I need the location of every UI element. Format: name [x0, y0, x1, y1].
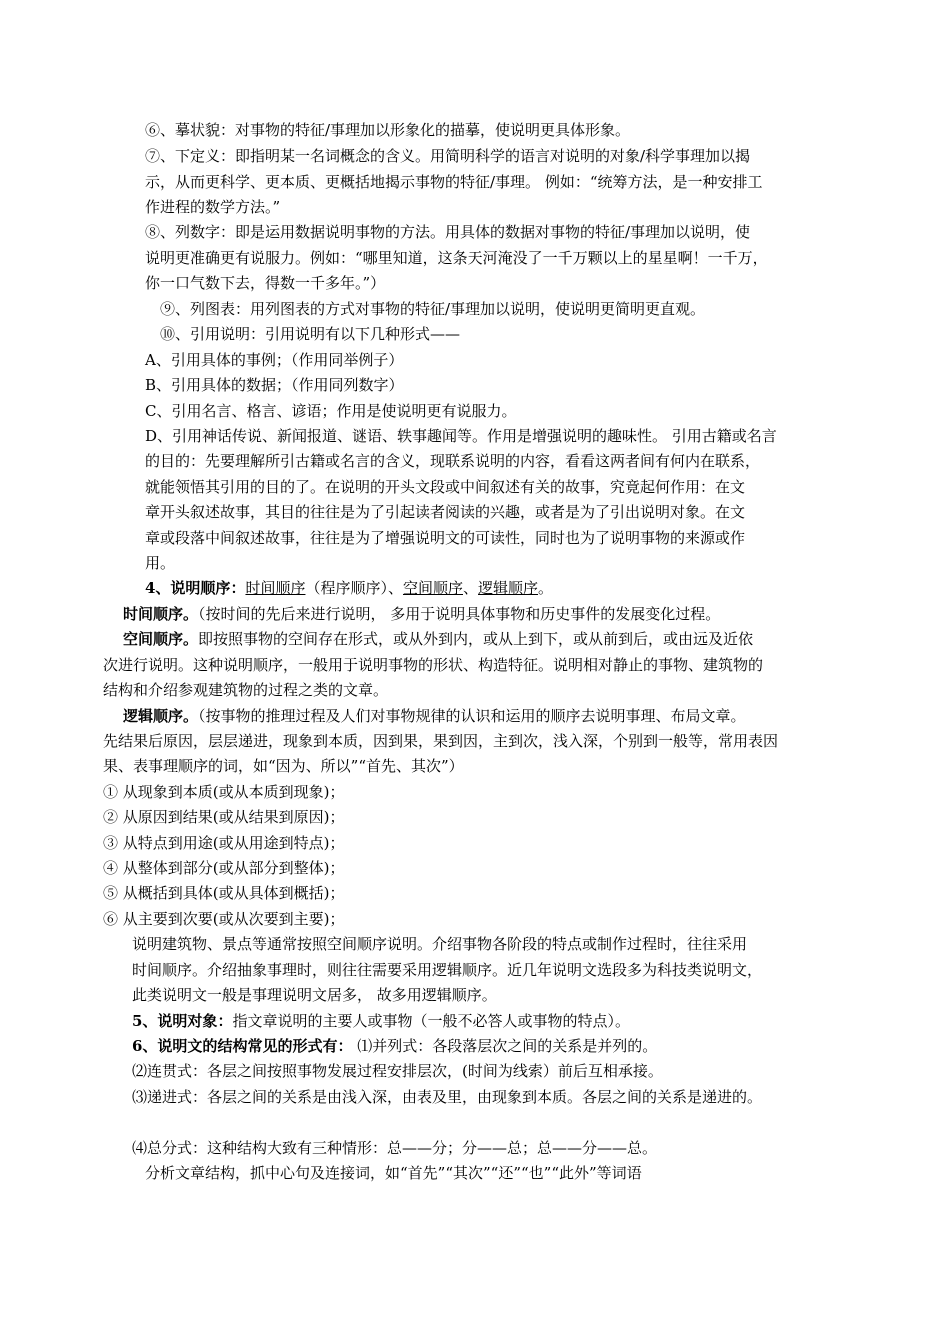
logic-order-paragraph [123, 706, 746, 726]
citation-c: C、引用名言、格言、谚语；作用是使说明更有说服力。 [145, 402, 517, 420]
citation-a: A、引用具体的事例；（作用同举例子） [145, 351, 404, 369]
structure-analysis-tip: 分析文章结构，抓中心句及连接词，如“首先”“其次”“还”“也”“此外”等词语 [145, 1164, 642, 1182]
method-charts: ⑨、列图表：用列图表的方式对事物的特征/事理加以说明，使说明更简明更直观。 [160, 300, 706, 318]
order-time-link: 时间顺序 [245, 579, 306, 597]
section-4-order [145, 578, 553, 598]
space-order-text: 即按照事物的空间存在形式，或从外到内，或从上到下，或从前到后，或由远及近依 [198, 630, 754, 648]
method-definition-line-2: 示，从而更科学、更本质、更概括地揭示事物的特征/事理。 例如：“统筹方法，是一种安排工 [145, 173, 763, 191]
citation-d-line-2: 的目的：先要理解所引古籍或名言的含义，现联系说明的内容，看看这两者间有何内在联系， [145, 452, 761, 470]
citation-b: B、引用具体的数据；（作用同列数字） [145, 376, 404, 394]
order-summary-line-3: 此类说明文一般是事理说明文居多， 故多用逻辑顺序。 [132, 986, 497, 1004]
method-numbers-line-1: ⑧、列数字：即是运用数据说明事物的方法。用具体的数据对事物的特征/事理加以说明，使 [145, 223, 751, 241]
space-order-line-3: 结构和介绍参观建筑物的过程之类的文章。 [103, 681, 389, 699]
logic-item-2: ② 从原因到结果(或从结果到原因)； [103, 808, 345, 826]
section-5-object [132, 1011, 630, 1031]
structure-general-specific: ⑷总分式：这种结构大致有三种情形：总——分；分——总；总——分——总。 [132, 1139, 658, 1157]
method-definition-line-3: 作进程的数学方法。” [145, 198, 281, 216]
logic-item-3: ③ 从特点到用途(或从用途到特点)； [103, 834, 345, 852]
section-6-structure [132, 1036, 657, 1056]
logic-item-6: ⑥ 从主要到次要(或从次要到主要)； [103, 910, 345, 928]
structure-parallel: ⑴并列式：各段落层次之间的关系是并列的。 [352, 1037, 658, 1055]
logic-item-1: ① 从现象到本质(或从本质到现象)； [103, 783, 345, 801]
logic-item-5: ⑤ 从概括到具体(或从具体到概括)； [103, 884, 345, 902]
citation-d-line-4: 章开头叙述故事，其目的往往是为了引起读者阅读的兴趣，或者是为了引出说明对象。在文 [145, 503, 746, 521]
citation-d-line-6: 用。 [145, 554, 176, 572]
structure-sequential: ⑵连贯式：各层之间按照事物发展过程安排层次，(时间为线索）前后互相承接。 [132, 1062, 663, 1080]
section-5-heading: 5、说明对象： [132, 1012, 233, 1030]
order-space-link: 空间顺序 [402, 579, 463, 597]
method-citation: ⑩、引用说明：引用说明有以下几种形式—— [160, 325, 461, 343]
time-order-text: （按时间的先后来进行说明， 多用于说明具体事物和历史事件的发展变化过程。 [198, 605, 721, 623]
space-order-heading: 空间顺序。 [123, 630, 199, 648]
method-definition-line-1: ⑦、下定义：即指明某一名词概念的含义。用简明科学的语言对说明的对象/科学事理加以揭 [145, 147, 751, 165]
section-6-heading: 6、说明文的结构常见的形式有： [132, 1037, 353, 1055]
space-order-paragraph [123, 629, 753, 649]
method-depiction: ⑥、摹状貌：对事物的特征/事理加以形象化的描摹，使说明更具体形象。 [145, 121, 631, 139]
logic-order-heading: 逻辑顺序。 [123, 707, 199, 725]
order-period: 。 [538, 579, 554, 597]
order-summary-line-1: 说明建筑物、景点等通常按照空间顺序说明。介绍事物各阶段的特点或制作过程时，往往采用 [132, 935, 748, 953]
order-logic-link: 逻辑顺序 [478, 579, 539, 597]
logic-order-line-3: 果、表事理顺序的词，如“因为、所以”“首先、其次”） [103, 757, 464, 775]
logic-order-text: （按事物的推理过程及人们对事物规律的认识和运用的顺序去说明事理、布局文章。 [198, 707, 746, 725]
method-numbers-line-2: 说明更准确更有说服力。例如：“哪里知道，这条天河淹没了一千万颗以上的星星啊！一千万， [145, 249, 768, 267]
order-separator: 、 [463, 579, 479, 597]
structure-progressive: ⑶递进式：各层之间的关系是由浅入深，由表及里，由现象到本质。各层之间的关系是递进的。 [132, 1088, 763, 1106]
citation-d-line-3: 就能领悟其引用的目的了。在说明的开头文段或中间叙述有关的故事，究竟起何作用：在文 [145, 478, 746, 496]
section-5-text: 指文章说明的主要人或事物（一般不必答人或事物的特点）。 [232, 1012, 630, 1030]
order-time-note: （程序顺序）、 [305, 579, 403, 597]
time-order-heading: 时间顺序。 [123, 605, 199, 623]
citation-d-line-5: 章或段落中间叙述故事，往往是为了增强说明文的可读性，同时也为了说明事物的来源或作 [145, 529, 746, 547]
citation-d-line-1: D、引用神话传说、新闻报道、谜语、轶事趣闻等。作用是增强说明的趣味性。 引用古籍或名言 [145, 427, 777, 445]
logic-order-line-2: 先结果后原因，层层递进，现象到本质，因到果，果到因，主到次，浅入深，个别到一般等，常用表因 [103, 732, 779, 750]
order-summary-line-2: 时间顺序。介绍抽象事理时，则往往需要采用逻辑顺序。近几年说明文选段多为科技类说明文， [132, 961, 763, 979]
logic-item-4: ④ 从整体到部分(或从部分到整体)； [103, 859, 345, 877]
time-order-paragraph [123, 604, 720, 624]
section-4-heading: 4、说明顺序： [145, 579, 246, 597]
method-numbers-line-3: 你一口气数下去，得数一千多年。”） [145, 274, 386, 292]
space-order-line-2: 次进行说明。这种说明顺序，一般用于说明事物的形状、构造特征。说明相对静止的事物、建筑物的 [103, 656, 764, 674]
